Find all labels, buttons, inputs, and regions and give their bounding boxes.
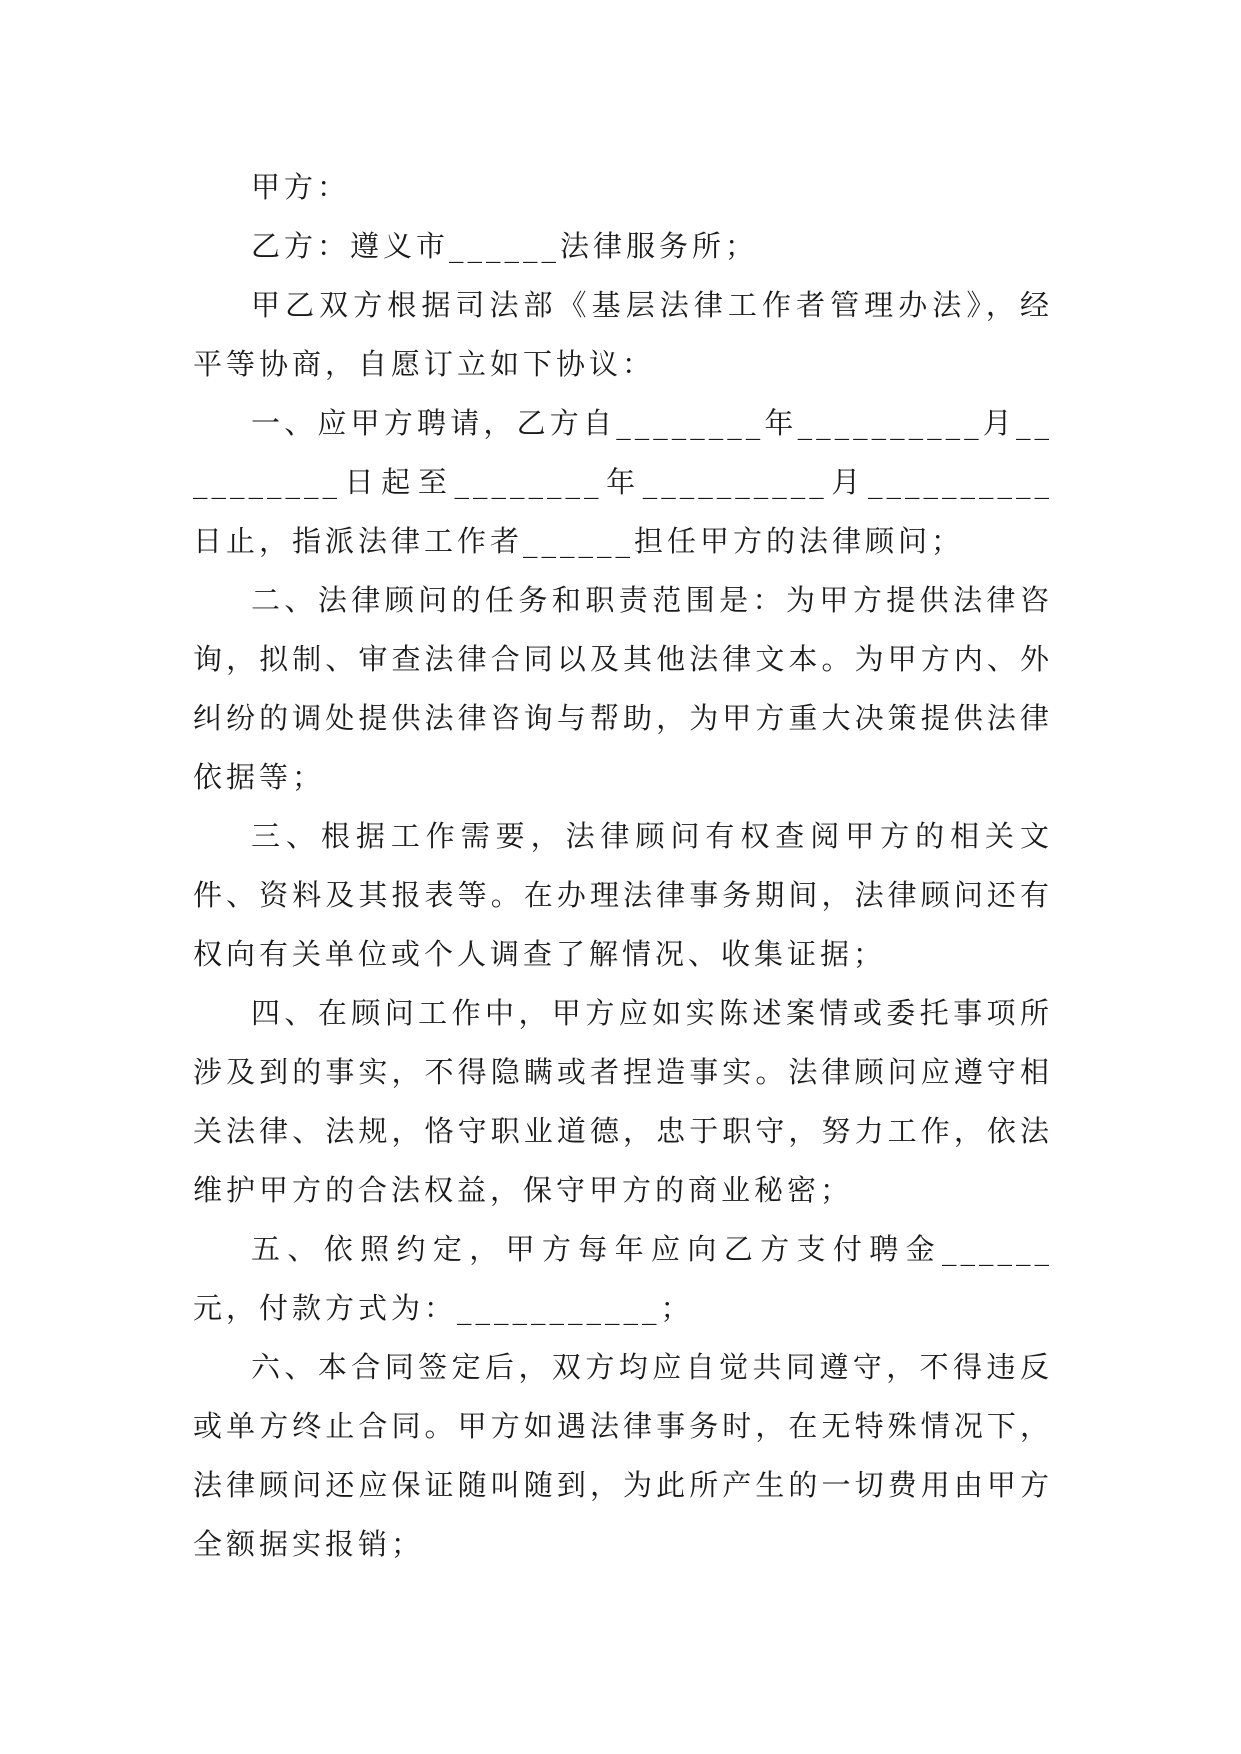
clause-3: 三、根据工作需要，法律顾问有权查阅甲方的相关文件、资料及其报表等。在办理法律事务期间，法律顾问还有权向有关单位或个人调查了解情况、收集证据；	[193, 819, 1053, 971]
preamble-paragraph: 甲乙双方根据司法部《基层法律工作者管理办法》，经平等协商，自愿订立如下协议：	[193, 288, 1053, 381]
clause-1: 一、应甲方聘请，乙方自________年__________月__________日起至________年__________月__________日止，指派法律工作者______担任甲方的法律顾问；	[193, 406, 1053, 558]
party-b-line: 乙方：遵义市______法律服务所；	[251, 229, 759, 263]
document-body	[193, 158, 1053, 1574]
party-a-line: 甲方：	[251, 170, 351, 204]
clause-6: 六、本合同签定后，双方均应自觉共同遵守，不得违反或单方终止合同。甲方如遇法律事务时，在无特殊情况下，法律顾问还应保证随叫随到，为此所产生的一切费用由甲方全额据实报销；	[193, 1350, 1053, 1561]
clause-5: 五、依照约定，甲方每年应向乙方支付聘金______元，付款方式为：___________；	[193, 1232, 1053, 1325]
clause-4: 四、在顾问工作中，甲方应如实陈述案情或委托事项所涉及到的事实，不得隐瞒或者捏造事实。法律顾问应遵守相关法律、法规，恪守职业道德，忠于职守，努力工作，依法维护甲方的合法权益，保守甲方的商业秘密；	[193, 996, 1053, 1207]
clause-2: 二、法律顾问的任务和职责范围是：为甲方提供法律咨询，拟制、审查法律合同以及其他法律文本。为甲方内、外纠纷的调处提供法律咨询与帮助，为甲方重大决策提供法律依据等；	[193, 583, 1053, 794]
